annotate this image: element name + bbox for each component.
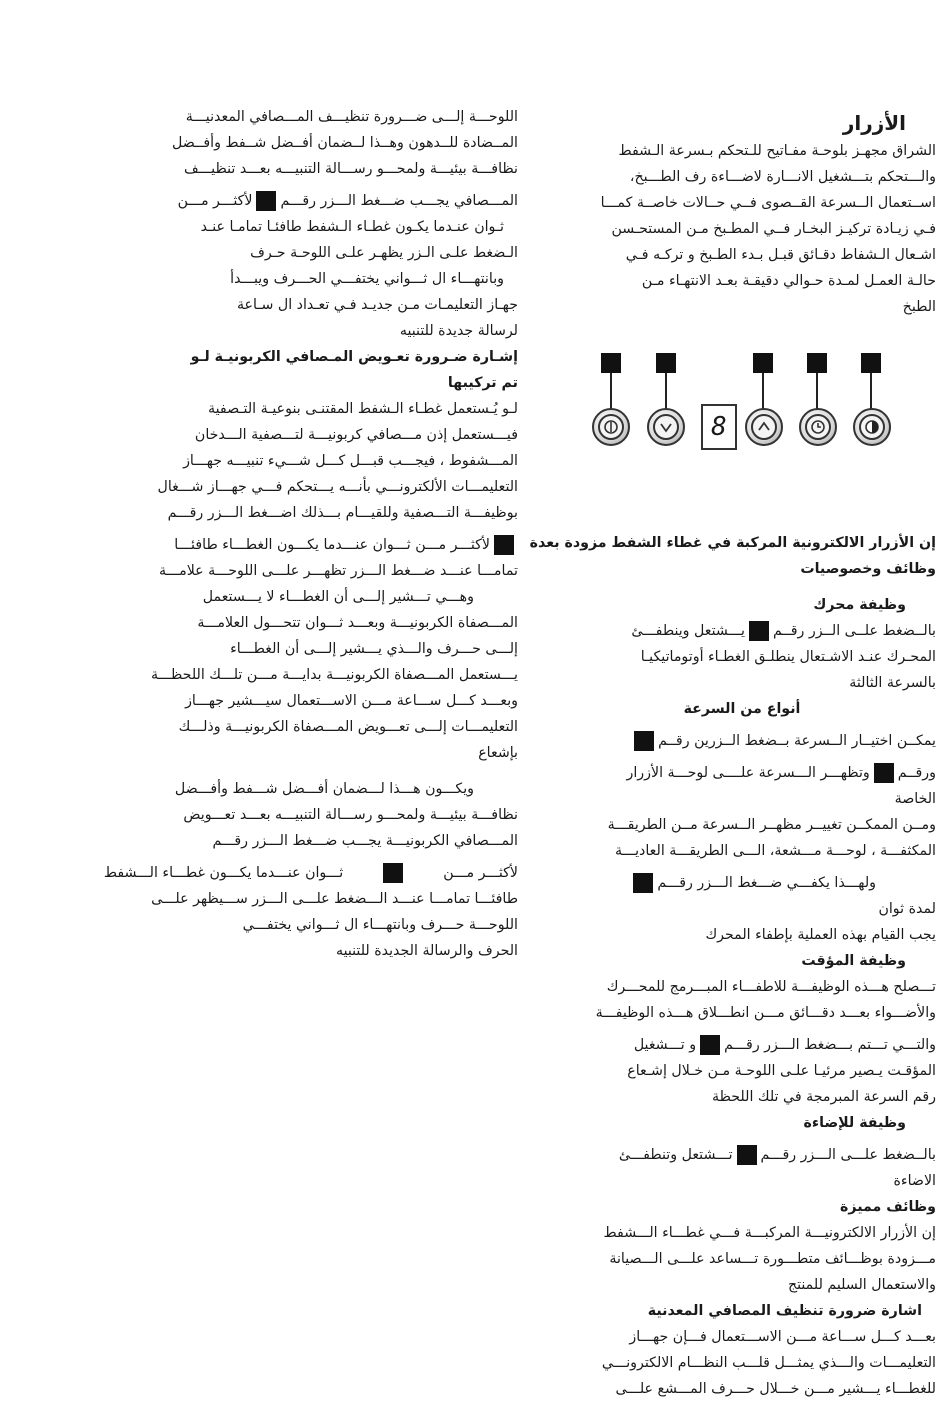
body-line: التعليمـــات إلـــى تعـــويض المـــصفاة الكربونيـــة وذلـــك — [178, 719, 518, 735]
body-line: لأكثـــر مـــنثـــوان عنـــدما يكـــون غطـــاء الـــشفط — [103, 865, 518, 881]
speed-line: ومــن الممكــن تغييــر مظهــر الــسرعة مــن الطريقـــة — [607, 817, 936, 833]
speed-heading: أنواع من السرعة — [683, 701, 801, 717]
speed-up-button[interactable] — [745, 408, 783, 446]
leader-line — [870, 373, 872, 413]
body-line: نظافـــة بيئيـــة ولمحـــو رســـالة التنبيـــه بعـــد تعـــويض — [183, 807, 518, 823]
body-line: تمامـــا عنـــد ضـــغط الـــزر تظهـــر علـــى اللوحـــة علامـــة — [159, 563, 518, 579]
button-number-box — [749, 621, 769, 641]
leader-line — [762, 373, 764, 413]
body-line: المـــشفوط ، فيجـــب قبـــل كـــل شـــيء تنبيـــه جهـــاز — [183, 453, 518, 469]
speed-line: لمدة ثوان — [878, 901, 936, 917]
speed-line: المكثفـــة ، لوحـــة مـــشعة، الـــى الطريقـــة العاديـــة — [615, 843, 936, 859]
power-icon — [598, 414, 624, 440]
button-tag-5 — [861, 353, 881, 373]
speed-line: ولهـــذا يكفـــي ضـــغط الـــزر رقـــم — [548, 870, 876, 896]
body-line: فيـــستعمل إذن مـــصافي كربونيـــة لتـــصفية الـــدخان — [194, 427, 518, 443]
motor-line: بالسرعة الثالثة — [849, 675, 936, 691]
button-tag-1 — [601, 353, 621, 373]
buttons-heading: إن الأزرار الالكترونية المركبة في غطاء الشفط مزودة بعدة — [529, 535, 936, 551]
motor-line: المحـرك عنـد الاشـتعال ينطلـق الغطـاء أوتوماتيكيـا — [640, 649, 936, 665]
light-icon — [859, 414, 885, 440]
chevron-down-icon — [653, 414, 679, 440]
control-panel-diagram — [585, 350, 905, 460]
body-line: المـــصافي يجـــب ضـــغط الـــزر رقـــملأكثـــر مـــن — [177, 193, 518, 209]
body-line: إلـــى حـــرف والـــذي يـــشير إلـــى أن الغطـــاء — [230, 641, 518, 657]
body-line: لأكثـــر مـــن ثـــوان عنـــدما يكـــون الغطـــاء طافئـــا — [132, 532, 518, 558]
light-line: الاضاءة — [893, 1173, 936, 1189]
body-line: وبانتهـــاء ال ثـــواني يختفـــي الحـــرف ويبـــدأ — [230, 271, 504, 287]
light-line: بالــضغط علـــى الـــزر رقـــمتـــشتعل وتنطفـــئ — [618, 1147, 936, 1163]
special-heading: وظائف مميزة — [840, 1199, 936, 1215]
right-column — [529, 108, 936, 1402]
power-button[interactable] — [592, 408, 630, 446]
button-number-box — [634, 731, 654, 751]
body-line: الحرف والرسالة الجديدة للتنبيه — [335, 943, 518, 959]
chevron-up-icon — [751, 414, 777, 440]
intro-line: الشراق مجهـز بلوحـة مفـاتيح للـتحكم بـسرعة الـشفط — [618, 143, 936, 159]
motor-heading: وظيفة محرك — [813, 597, 906, 613]
timer-line: والتـــي تـــتم بـــضغط الـــزر رقـــمو تـــشغيل — [633, 1037, 936, 1053]
leader-line — [665, 373, 667, 413]
timer-line: والأضـــواء بعـــد دقـــائق مـــن انطـــلاق هـــذه الوظيفـــة — [595, 1005, 936, 1021]
button-tag-4 — [807, 353, 827, 373]
timer-button[interactable] — [799, 408, 837, 446]
body-line: يـــستعمل المـــصفاة الكربونيـــة بدايـــة مـــن تلـــك اللحظـــة — [150, 667, 518, 683]
carbon-heading: إشـارة ضـرورة تعـويض المـصافي الكربونيـة لـو — [190, 349, 518, 365]
leader-line — [816, 373, 818, 413]
timer-heading: وظيفة المؤقت — [801, 953, 906, 969]
body-line: التعليمـــات الألكترونـــي بأنـــه يـــتحكم فـــي جهـــاز شـــغال — [157, 479, 518, 495]
buttons-heading: وظائف وخصوصيات — [800, 561, 936, 577]
body-line: ويكـــون هـــذا لـــضمان أفـــضل شـــفط وأفـــضل — [174, 781, 474, 797]
leader-line — [610, 373, 612, 413]
carbon-heading: تم تركيبها — [447, 375, 518, 391]
button-number-box — [383, 863, 403, 883]
speed-line: ورقــموتظهـــر الـــسرعة علــــى لوحـــة الأزرار — [626, 765, 936, 781]
light-heading: وظيفة للإضاءة — [803, 1115, 906, 1131]
timer-icon — [805, 414, 831, 440]
body-line: اللوحـــة حـــرف وبانتهـــاء ال ثـــواني يختفـــي — [242, 917, 518, 933]
left-column — [103, 104, 518, 964]
grease-line: للغطـــاء يـــشير مـــن خـــلال حـــرف المـــشع علـــى — [615, 1381, 936, 1397]
button-number-box — [256, 191, 276, 211]
body-line: طافئـــا تمامـــا عنـــد الـــضغط علـــى الـــزر ســـيظهر علـــى — [151, 891, 518, 907]
grease-line: بعـــد كـــل ســـاعة مـــن الاســـتعمال فـــإن جهـــاز — [629, 1329, 936, 1345]
grease-heading: اشارة ضرورة تنظيف المصافي المعدنية — [647, 1303, 922, 1319]
button-number-box — [494, 535, 514, 555]
speed-line: يمكــن اختيــار الــسرعة بــضغط الــزرين رقــم — [548, 728, 936, 754]
body-line: المـــصافي الكربونيـــة يجـــب ضـــغط الـــزر رقـــم — [212, 833, 518, 849]
body-line: لرسالة جديدة للتنبيه — [399, 323, 518, 339]
button-number-box — [874, 763, 894, 783]
button-tag-3 — [753, 353, 773, 373]
speed-down-button[interactable] — [647, 408, 685, 446]
grease-line: التعليمـــات والـــذي يمثـــل قلـــب النظـــام الالكترونـــي — [601, 1355, 936, 1371]
body-line: المـــصفاة الكربونيـــة وبعـــد ثـــوان تتحـــول العلامـــة — [197, 615, 518, 631]
motor-line: بالــضغط علــى الــزر رقــميـــشتعل وينطفـــئ — [631, 623, 936, 639]
body-line: ثـوان عنـدما يكـون غطـاء الـشفط طافئـا تمامـا عنـد — [200, 219, 504, 235]
intro-line: والـــتحكم بتـــشغيل الانـــارة لاضـــاءة رف الطـــبخ، — [629, 169, 936, 185]
body-line: بإشعاع — [478, 745, 518, 761]
timer-line: المؤقـت يـصير مرئيـا علـى اللوحـة مـن خـلال إشـعاع — [627, 1063, 936, 1079]
timer-line: تـــصلح هـــذه الوظيفـــة للاطفـــاء المبـــرمج للمحـــرك — [606, 979, 936, 995]
timer-line: رقم السرعة المبرمجة في تلك اللحظة — [712, 1089, 936, 1105]
section-title-buttons: الأزرار — [842, 111, 906, 135]
button-tag-2 — [656, 353, 676, 373]
body-line: اللوحـــة إلـــى ضـــرورة تنظيـــف المـــصافي المعدنيـــة — [185, 109, 518, 125]
speed-display: 8 — [701, 404, 737, 450]
special-line: إن الأزرار الالكترونيـــة المركبـــة فـــي غطـــاء الـــشفط — [603, 1225, 936, 1241]
speed-line: يجب القيام بهذه العملية بإطفاء المحرك — [705, 927, 936, 943]
body-line: بوظيفـــة التـــصفية وللقيـــام بـــذلك اضـــغط الـــزر رقـــم — [167, 505, 518, 521]
body-line: وبعـــد كـــل ســـاعة مـــن الاســـتعمال سيـــشير جهـــاز — [185, 693, 518, 709]
body-line: لـو يُـستعمل غطـاء الـشفط المقتنـى بنوعيـة التـصفية — [208, 401, 518, 417]
speed-line: الخاصة — [894, 791, 936, 807]
special-line: والاستعمال السليم للمنتج — [787, 1277, 936, 1293]
button-number-box — [737, 1145, 757, 1165]
button-number-box — [633, 873, 653, 893]
body-line: وهـــي تـــشير إلـــى أن الغطـــاء لا يـــستعمل — [202, 589, 474, 605]
body-line: نظافـــة بيئيـــة ولمحـــو رســـالة التنبيـــه بعـــد تنظيـــف — [184, 161, 518, 177]
intro-line: اشـعال الـشفاط دقـائق قبـل بـدء الطـبخ و تركـه فـي — [625, 247, 936, 263]
special-line: مـــزودة بوظـــائف متطـــورة تـــساعد علـــى الـــصيانة — [609, 1251, 936, 1267]
button-number-box — [700, 1035, 720, 1055]
intro-line: حالـة العمـل لمـدة حـوالي دقيقـة بعـد الانتهـاء مـن — [641, 273, 936, 289]
body-line: جهـاز التعليمـات مـن جديـد فـي تعـداد ال سـاعة — [236, 297, 518, 313]
intro-line: الطبخ — [902, 299, 936, 315]
intro-line: اســتعمال الــسرعة القــصوى فــي حــالات خاصــة كمـــا — [600, 195, 936, 211]
body-line: الـضغط علـى الـزر يظهـر علـى اللوحـة حـرف — [250, 245, 518, 261]
light-button[interactable] — [853, 408, 891, 446]
body-line: المــضادة للــدهون وهــذا لــضمان أفــضل شــفط وأفــضل — [171, 135, 518, 151]
intro-line: فـي زيـادة تركيـز البخـار فــي المطـبخ مـن المستحـسن — [611, 221, 936, 237]
